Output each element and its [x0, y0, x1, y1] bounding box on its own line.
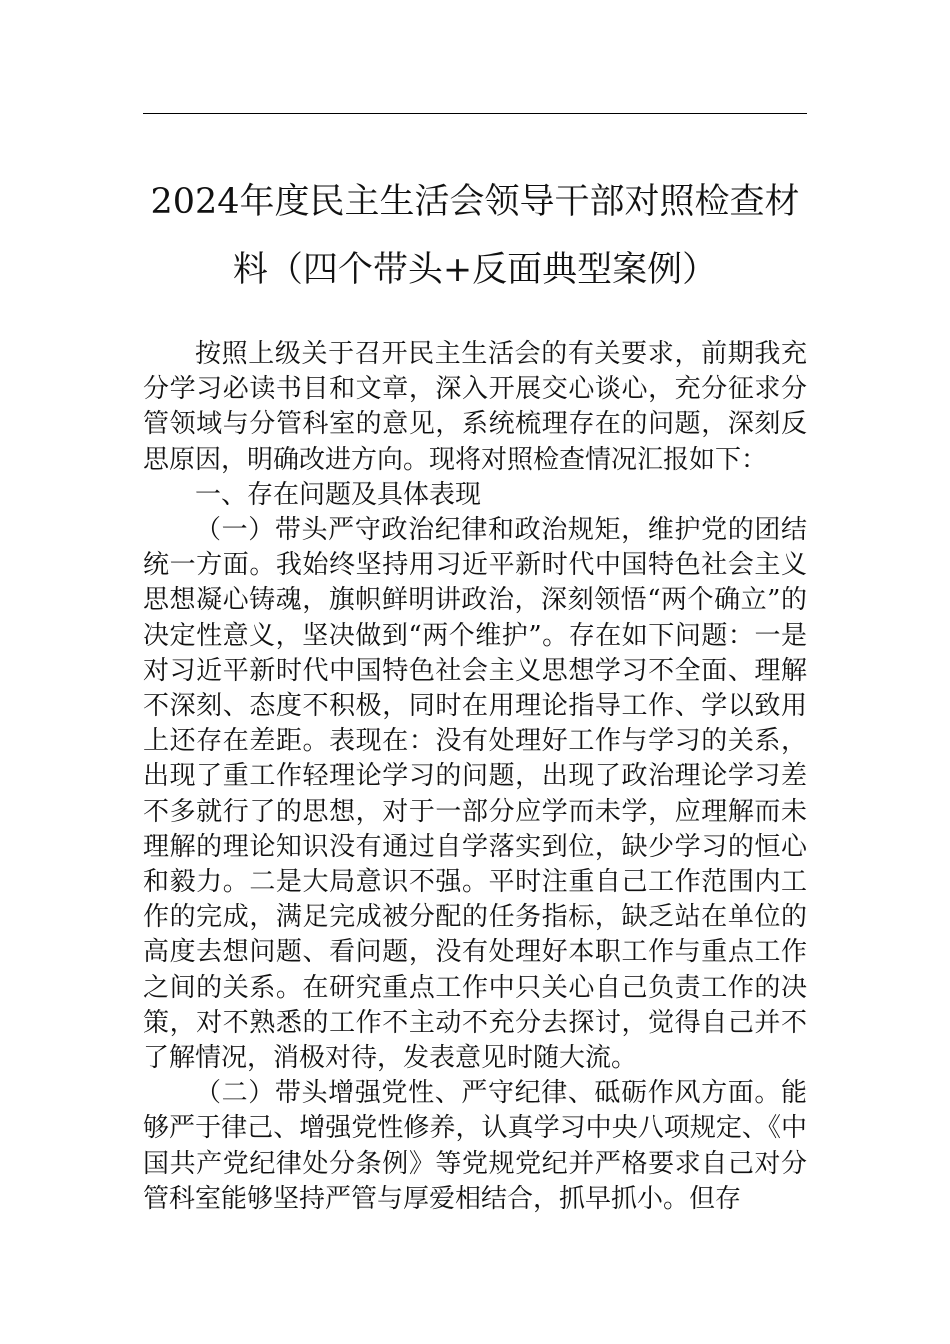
document-title: [143, 168, 807, 304]
section-heading: 一、存在问题及具体表现: [195, 479, 482, 510]
title-line-1: 2024年度民主生活会领导干部对照检查材: [150, 182, 800, 222]
subsection-paragraph-2: （二）带头增强党性、严守纪律、砥砺作风方面。能够严于律己、增强党性修养，认真学习中央八项规定、《中国共产党纪律处分条例》等党规党纪并严格要求自己对分管科室能够坚持严管与厚爱相结合，抓早抓小。但存: [143, 1078, 807, 1214]
intro-paragraph: 按照上级关于召开民主生活会的有关要求，前期我充分学习必读书目和文章，深入开展交心谈心，充分征求分管领域与分管科室的意见，系统梳理存在的问题，深刻反思原因，明确改进方向。现将对照检查情况汇报如下：: [143, 339, 807, 475]
document-body: [143, 337, 807, 1217]
title-line-2: 料（四个带头+反面典型案例）: [232, 250, 718, 290]
subsection-paragraph-1: （一）带头严守政治纪律和政治规矩，维护党的团结统一方面。我始终坚持用习近平新时代中国特色社会主义思想凝心铸魂，旗帜鲜明讲政治，深刻领悟“两个确立”的决定性意义，坚决做到“两个维护”。存在如下问题：一是对习近平新时代中国特色社会主义思想学习不全面、理解不深刻、态度不积极，同时在用理论指导工作、学以致用上还存在差距。表现在：没有处理好工作与学习的关系，出现了重工作轻理论学习的问题，出现了政治理论学习差不多就行了的思想，对于一部分应学而未学，应理解而未理解的理论知识没有通过自学落实到位，缺少学习的恒心和毅力。二是大局意识不强。平时注重自己工作范围内工作的完成，满足完成被分配的任务指标，缺乏站在单位的高度去想问题、看问题，没有处理好本职工作与重点工作之间的关系。在研究重点工作中只关心自己负责工作的决策，对不熟悉的工作不主动不充分去探讨，觉得自己并不了解情况，消极对待，发表意见时随大流。: [143, 515, 807, 1074]
header-rule: [143, 113, 807, 114]
